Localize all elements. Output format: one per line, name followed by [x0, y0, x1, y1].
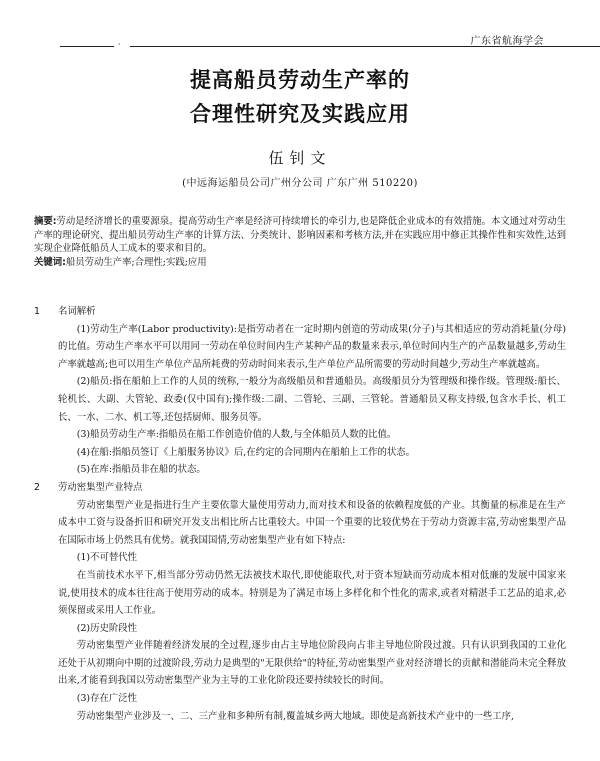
header-mark: · — [118, 40, 121, 49]
author-affiliation: (中远海运船员公司广州分公司 广东广州 510220) — [182, 178, 418, 189]
subsection-heading: (2)历史阶段性 — [76, 622, 137, 634]
abstract-paragraph — [34, 215, 566, 256]
running-header — [0, 0, 600, 52]
definition-paragraph: (4)在船:指船员签订《上船服务协议》后,在约定的合同期内在船舶上工作的状态。 — [76, 446, 415, 458]
definition-paragraph: (2)船员:指在船舶上工作的人员的统称,一般分为高级船员和普通船员。高级船员分为管理级和操作级。管理级:船长、轮机长、大副、大管轮、政委(仅中国有);操作级:二副、二管轮、三副、三管轮。普通船员又称支持级,包含水手长、机工长、一水、二水、机工等,还包括厨师、服务员等。 — [58, 376, 566, 423]
section-heading — [34, 479, 566, 497]
abstract-block — [34, 215, 566, 269]
keywords-line — [34, 256, 566, 270]
definition-paragraph: (3)船员劳动生产率:指船员在船工作创造价值的人数,与全体船员人数的比值。 — [76, 429, 397, 441]
keywords-label: 关键词: — [34, 256, 66, 268]
body-paragraph: 劳动密集型产业是指进行生产主要依靠大量使用劳动力,而对技术和设备的依赖程度低的产业。其衡量的标准是在生产成本中工资与设备折旧和研究开发支出相比所占比重较大。中国一个重要的比较优势在于劳动力资源丰富,劳动密集型产品在国际市场上仍然具有优势。就我国国情,劳动密集型产业有如下特点: — [58, 499, 566, 546]
definition-paragraph: (1)劳动生产率(Labor productivity):是指劳动者在一定时期内创造的劳动成果(分子)与其相适应的劳动消耗量(分母)的比值。劳动生产率水平可以用同一劳动在单位时间内生产某种产品的数量来表示,单位时间内生产的产品数量越多,劳动生产率就越高;也可以用生产单位产品所耗费的劳动时间来表示,生产单位产品所需要的劳动时间越少,劳动生产率就越高。 — [58, 323, 566, 370]
title-line-1: 提高船员劳动生产率的 — [190, 68, 410, 92]
article-body — [34, 303, 566, 725]
title-line-2: 合理性研究及实践应用 — [190, 102, 410, 126]
body-paragraph: 劳动密集型产业伴随着经济发展的全过程,逐步由占主导地位阶段向占非主导地位阶段过渡。只有认识到我国的工业化还处于从初期向中期的过渡阶段,劳动力是典型的"无限供给"的特征,劳动密集型产业对经济增长的贡献和潜能尚未完全释放出来,才能看到我国以劳动密集型产业为主导的工业化阶段还要持续较长的时间。 — [58, 640, 566, 687]
body-paragraph: 在当前技术水平下,相当部分劳动仍然无法被技术取代,即使能取代,对于资本短缺而劳动成本相对低廉的发展中国家来说,使用技术的成本往往高于使用劳动的成本。特别是为了满足市场上多样化和个性化的需求,或者对精湛手工艺品的追求,必须保留或采用人工作业。 — [58, 569, 566, 617]
section-number: 2 — [34, 481, 40, 493]
subsection-heading: (1)不可替代性 — [76, 552, 137, 564]
section-title: 名词解析 — [58, 306, 96, 317]
abstract-text: 劳动是经济增长的重要源泉。提高劳动生产率是经济可持续增长的牵引力,也是降低企业成本的有效措施。本文通过对劳动生产率的理论研究、提出船员劳动生产率的计算方法、分类统计、影响因素和考核方法,并在实践应用中修正其操作性和实效性,达到实现企业降低船员人工成本的要求和目的。 — [34, 216, 566, 254]
section-heading — [34, 303, 566, 321]
keywords-text: 船员劳动生产率;合理性;实践;应用 — [65, 256, 207, 268]
author-name: 伍钊文 — [268, 149, 332, 167]
subsection-heading: (3)存在广泛性 — [76, 693, 137, 705]
section-number: 1 — [34, 306, 40, 317]
section-title: 劳动密集型产业特点 — [58, 481, 143, 493]
definition-paragraph: (5)在库:指船员非在船的状态。 — [76, 464, 206, 476]
abstract-label: 摘要: — [34, 216, 57, 227]
header-rule — [60, 46, 114, 47]
body-paragraph: 劳动密集型产业涉及一、二、三产业和多种所有制,覆盖城乡两大地域。即使是高新技术产业中的一些工序, — [76, 710, 515, 722]
journal-name: 广东省航海学会 — [470, 36, 544, 47]
